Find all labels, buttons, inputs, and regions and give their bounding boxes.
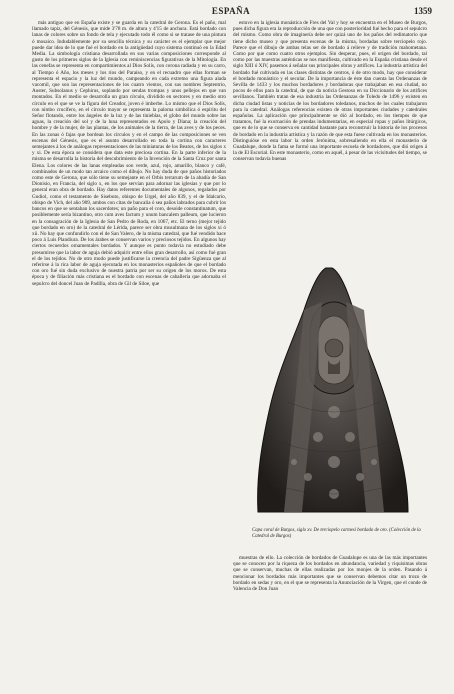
left-column-text: más antiguo que en España existe y se guarda en la catedral de Gerona. Es el paño, mal llamado tapiz, del Génesis, que mide 3'78 m. de altura y 4'15 de anchura. Está bordado con lanas de colores sobre un fondo de tela y ejecutado todo él como si se tratase de una pintura ó mosaico. Indudablemente por su sencilla técnica y su carácter es el ejemplar que mejor puede dar idea de lo que fué el bordado en la antigüedad cuyo sistema continuó en la Edad Media. La simbología cristiana desarrollada en sus varias composiciones corresponde al gusto de los primeros siglos de la Iglesia con reminiscencias figurativas de la Mitología. En las cenefas se representa en compartimientos al Dios Solís, con corona radiada y en su carro, al Tiempo ó Año, los meses y los ríos del Paraíso, y en el recuadro que ellas forman se representa el espacio y la luz del mundo, campeando en cada extremo una figura alada vacomil, que son las representaciones de los cuatro vientos, con sus nombres Septentrio, Auster, Subsolanus y Cephirus, soplando por sendas trompas y unos pellejos en que van montados. En el medio se desarrolla un gran círculo, dividido en sectores y en medio otro círculo en el que se ve la figura del Creador, joven é imberbe. Lo mismo que el Dios Solís, con nimbo crucífero, en el círculo mayor se representa la paloma simbólica ó espíritu del Señor flotando, entre los ángeles de la luz y de las tinieblas, el globo del mundo sobre las aguas, la creación del sol y de la luna representados en Apolo y Diana; la creación del hombre y de la mujer, de las plantas, de los animales de la tierra, de las aves y de los peces. En las zonas ó fajas que bordean los círculos y en el campo de las composiciones se ven escenas del Génesis, que es el asunto desarrollado en toda la cortina con caracteres semejantes á los de análogas representaciones de las miniaturas de los Beatos, de los siglos x y xi. De esta época se considera que data este preciosa cortina. En la parte inferior de la misma se desarrolla la historia del descubrimiento de la Invención de la Santa Cruz por santa Elena. Los colores de las lanas empleadas son verde, azul, rojo, amarillo, blanco y café, combinados de un modo tan arcaico como el dibujo. No hay duda de que paños historiados como este de Gerona, que sólo tiene su semejante en el Orbis terrarum de la abadía de San Dionisio, en Francia, del siglo x, en los que servían para adornar las iglesias y que por lo general eran obra de bordado. Hay datos referentes documentales de algunos, regalados por Gudiol, como el testamento de Sisebuto, obispo de Urgel, del año 839, y el de Idalcario, obispo de Vich, del año 909, ambos con citas de bancalia ó sea paños labrados para cubrir los bancos en que se sentaban los sacerdotes; un paño para el coro, desoide constantinatum, que posiblemente sería bizantino, otro cum aves factum y unum bancalem palleum, que lucieron en la consagración de la Iglesia de San Pedro de Roda, en 1067, etc. El terno (mejor tejido que bordado en oro) de la catedral de Lérida, parece ser obra musulmana de los siglos xi ó xii. No hay que confundirlo con el de San Valero, de la misma catedral, que fué vendido hace poco á Luis Plandiura. De los árabes se conservan varios y preciosos tejidos. En algunos hay ciertos recuerdos ornamentales bordados. Y aunque es punto todavía no estudiado debe presumirse que la labor de aguja debió adquirir entre ellos gran desarrollo, así como fué gran el de los tejidos. No de otro modo puede justificarse la creencia del padre Sigüenza que al referirse á la rica labor de aguja ejecutada en los monasterios españoles de que el bordado con oro fué sin duda exclusivo de nuestra patria por ser su origen de los moros. De esta época y de filiación más cristiana es el bordado con escenas de caballería que adornaba el sepulcro del doncel Juan de Padilla, obra de Gil de Siloe, que <box>32 20 226 287</box>
figure-caption: Capa coral de Burgos, siglo xv. De terciopelo carmesí bordado de oro. (Colección de la Catedral de Burgos) <box>252 528 421 539</box>
running-title: ESPAÑA <box>211 6 251 16</box>
right-column-top-text: estuvo en la iglesia monástica de Fres del Val y hoy se encuentra en el Museo de Burgos, pues dicha figura era la reproducción de una que con posterioridad fué hecho para el sepulcro del mismo. Como obra de imaginería debe ser quizá uno de los paños del redimatorio que tiene dicho museo y que presenta escenas de la misma, bordadas sobre terciopelo rojo. Parece que el dibujo de ambas telas ser de bordado á relieve y de tradición mahometana. Como por que como cuatro otros ejemplos. Sin desperar, pues, el origen del bordado, tal como por las muestras auténticas se nos manifiesta, cultivado en la España cristiana desde el siglo XIII ó XIV, pasemos á señalar sus principales obras y artífices. La industria artística del bordado fué cultivada en las clases distintas de centros, ó de otro modo, hay que considerar el bordado monástico y el secular. De la importancia de éste dan cuenta las Ordenanzas de Sevilla de 1433 y los muchos bordadores y bordadoras que trabajaban en esa ciudad, no pocos de ellos para la catedral, de que da noticia Gestoso en su Diccionario de los artífices sevillanos. También tratan de esa industria las Ordenanzas de Toledo de 1496 y existen en dicha ciudad listas y noticias de los bordadores toledanos, muchos de los cuales trabajaron para la catedral. Análogas referencias existen de otras importantes ciudades y catedrales españolas. La aplicación que principalmente se dió al bordado, en los tiempos de que tratamos, fué la exornación de prendas indumentarias, en especial ropas y paños litúrgicos, que es de lo que se conserva en cantidad bastante para reconstruir la historia de los procesos de bordado en la industria artística y la razón de que esta fuese cultivada en los monasterios. Distinguióse en esta labor la orden Jerónima, sobresaliendo en ella el monasterio de Guadalupe, donde la fama se formó una importante escuela de bordadores, que dió origen á la de El Escorial. En este monasterio, como en aquél, á pesar de las vicisitudes del tiempo, se conservan todavía buenas <box>233 20 427 163</box>
cope-illustration <box>248 262 418 524</box>
page-header <box>30 6 432 20</box>
embroidered-cope-image <box>248 262 418 524</box>
right-column-bottom-text: muestras de ello. La colección de bordados de Guadalupe es una de las más importantes que se conocen por la riqueza de los bordados en abundancia, variedad y riquísimas obras que se conservan, muchas de ellas realizadas por los monjes de la orden. Pasando á mencionar los bordados más importantes que se conservan debemos citar un trozo de bordado en sedas y oro, en el que se representa la Anunciación de la Virgen, que el conde de Valencia de Don Juan <box>233 555 427 593</box>
page-number: 1359 <box>414 6 432 16</box>
